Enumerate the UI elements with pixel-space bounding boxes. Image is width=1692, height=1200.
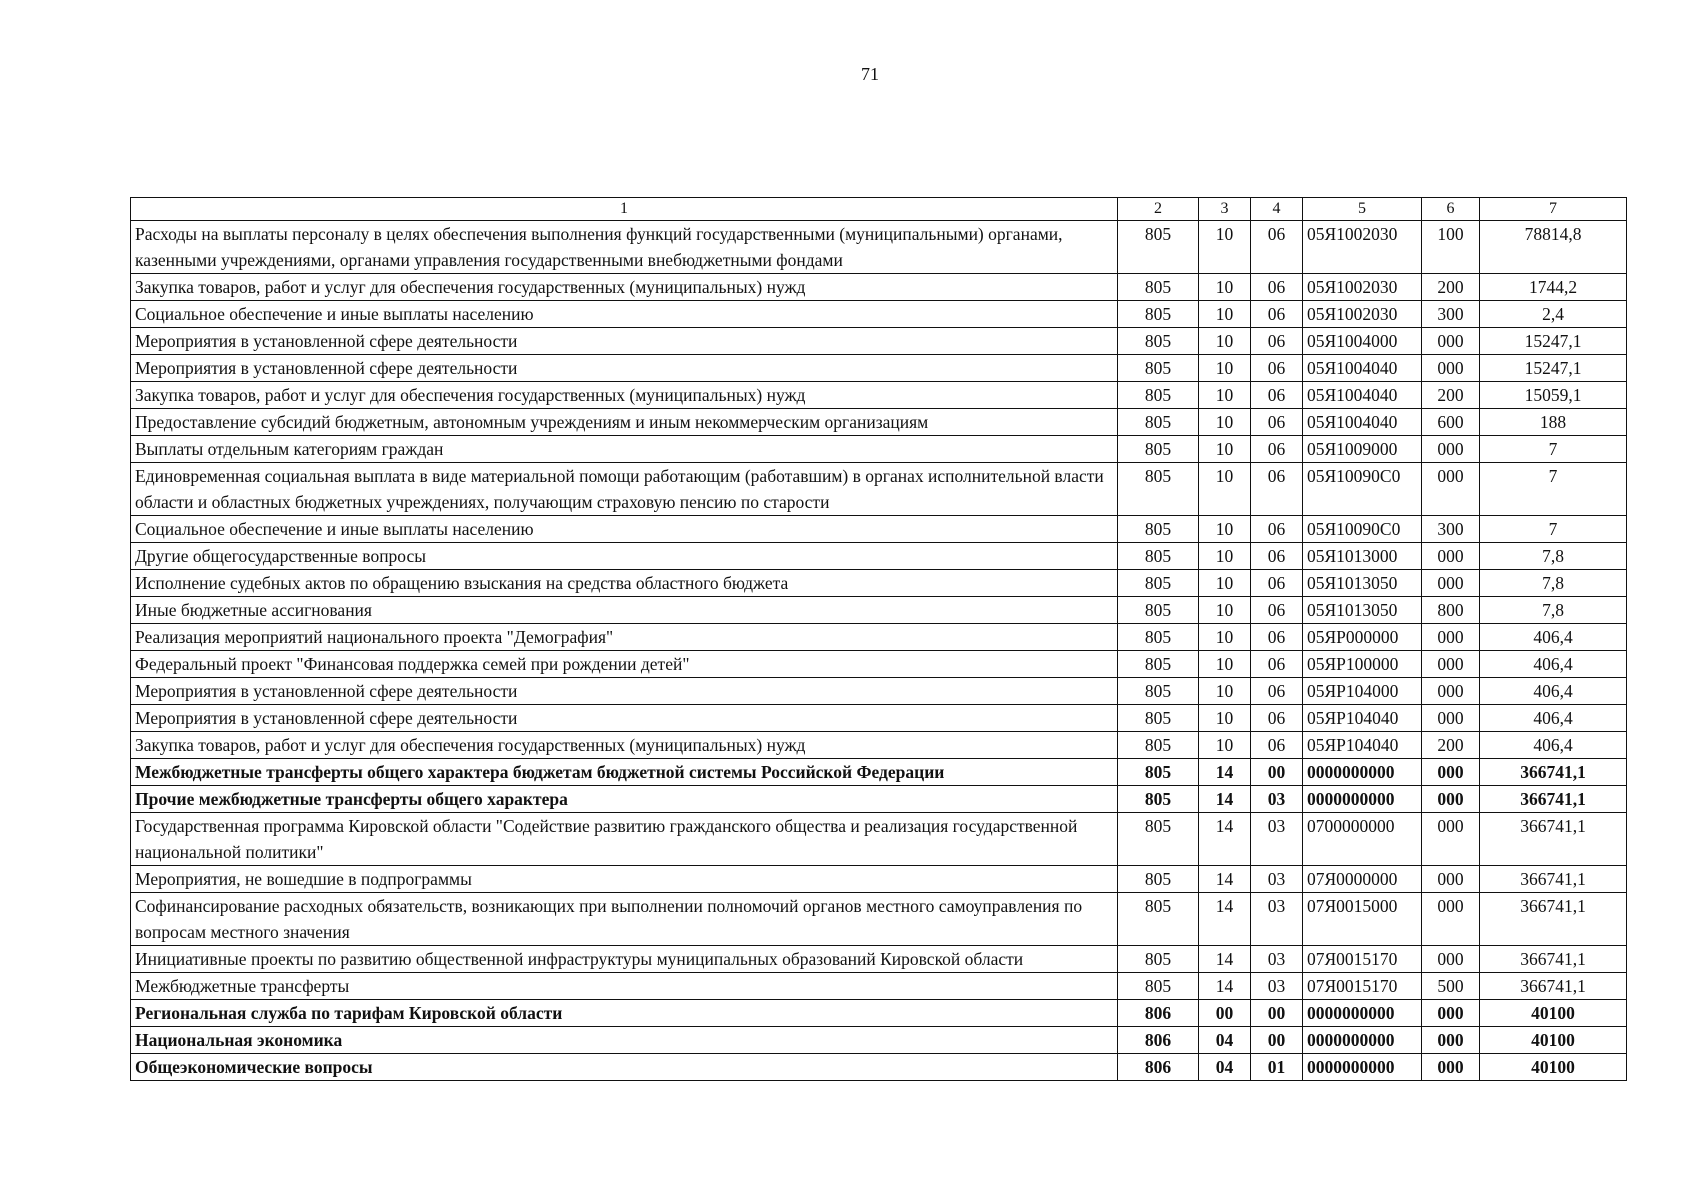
- target-article-cell: 05Я1013050: [1303, 570, 1422, 597]
- row-name-cell: Государственная программа Кировской области "Содействие развитию гражданского общества и реализация государственной национальной политики": [131, 813, 1118, 866]
- table-row: [131, 705, 1627, 732]
- ministry-code-cell: 805: [1118, 436, 1199, 463]
- column-header: 7: [1480, 198, 1627, 221]
- ministry-code-cell: 805: [1118, 732, 1199, 759]
- ministry-code-cell: 805: [1118, 274, 1199, 301]
- section-code-cell: 10: [1199, 543, 1251, 570]
- table-row: [131, 463, 1627, 516]
- subsection-code-cell: 00: [1251, 1027, 1303, 1054]
- section-code-cell: 10: [1199, 705, 1251, 732]
- expense-type-cell: 000: [1422, 786, 1480, 813]
- target-article-cell: 05Я1002030: [1303, 301, 1422, 328]
- target-article-cell: 05Я1004040: [1303, 355, 1422, 382]
- table-row: [131, 409, 1627, 436]
- row-name-cell: Прочие межбюджетные трансферты общего характера: [131, 786, 1118, 813]
- section-code-cell: 10: [1199, 516, 1251, 543]
- target-article-cell: 0000000000: [1303, 1000, 1422, 1027]
- column-header: 6: [1422, 198, 1480, 221]
- ministry-code-cell: 805: [1118, 786, 1199, 813]
- row-name-cell: Закупка товаров, работ и услуг для обеспечения государственных (муниципальных) нужд: [131, 382, 1118, 409]
- expense-type-cell: 000: [1422, 355, 1480, 382]
- row-name-cell: Другие общегосударственные вопросы: [131, 543, 1118, 570]
- expense-type-cell: 000: [1422, 651, 1480, 678]
- subsection-code-cell: 06: [1251, 301, 1303, 328]
- target-article-cell: 05Я1002030: [1303, 274, 1422, 301]
- amount-cell: 7: [1480, 463, 1627, 516]
- amount-cell: 406,4: [1480, 732, 1627, 759]
- column-header: 2: [1118, 198, 1199, 221]
- ministry-code-cell: 805: [1118, 705, 1199, 732]
- expense-type-cell: 000: [1422, 543, 1480, 570]
- expense-type-cell: 000: [1422, 1027, 1480, 1054]
- subsection-code-cell: 00: [1251, 1000, 1303, 1027]
- column-header: 5: [1303, 198, 1422, 221]
- ministry-code-cell: 805: [1118, 813, 1199, 866]
- subsection-code-cell: 03: [1251, 893, 1303, 946]
- expense-type-cell: 000: [1422, 1054, 1480, 1081]
- table-row: [131, 1000, 1627, 1027]
- amount-cell: 366741,1: [1480, 786, 1627, 813]
- subsection-code-cell: 06: [1251, 678, 1303, 705]
- subsection-code-cell: 01: [1251, 1054, 1303, 1081]
- target-article-cell: 05Я1013050: [1303, 597, 1422, 624]
- ministry-code-cell: 805: [1118, 382, 1199, 409]
- section-code-cell: 10: [1199, 463, 1251, 516]
- section-code-cell: 10: [1199, 436, 1251, 463]
- ministry-code-cell: 805: [1118, 651, 1199, 678]
- amount-cell: 7,8: [1480, 597, 1627, 624]
- row-name-cell: Региональная служба по тарифам Кировской области: [131, 1000, 1118, 1027]
- budget-table: [130, 197, 1627, 1081]
- expense-type-cell: 000: [1422, 436, 1480, 463]
- subsection-code-cell: 03: [1251, 866, 1303, 893]
- subsection-code-cell: 06: [1251, 543, 1303, 570]
- subsection-code-cell: 03: [1251, 946, 1303, 973]
- table-row: [131, 786, 1627, 813]
- amount-cell: 406,4: [1480, 678, 1627, 705]
- target-article-cell: 05Я10090С0: [1303, 463, 1422, 516]
- table-row: [131, 355, 1627, 382]
- section-code-cell: 14: [1199, 973, 1251, 1000]
- target-article-cell: 07Я0000000: [1303, 866, 1422, 893]
- row-name-cell: Исполнение судебных актов по обращению взыскания на средства областного бюджета: [131, 570, 1118, 597]
- table-row: [131, 328, 1627, 355]
- expense-type-cell: 000: [1422, 946, 1480, 973]
- section-code-cell: 10: [1199, 651, 1251, 678]
- section-code-cell: 10: [1199, 597, 1251, 624]
- row-name-cell: Выплаты отдельным категориям граждан: [131, 436, 1118, 463]
- target-article-cell: 07Я0015170: [1303, 973, 1422, 1000]
- amount-cell: 78814,8: [1480, 221, 1627, 274]
- expense-type-cell: 000: [1422, 893, 1480, 946]
- amount-cell: 406,4: [1480, 705, 1627, 732]
- ministry-code-cell: 805: [1118, 543, 1199, 570]
- section-code-cell: 00: [1199, 1000, 1251, 1027]
- target-article-cell: 0000000000: [1303, 759, 1422, 786]
- section-code-cell: 10: [1199, 301, 1251, 328]
- subsection-code-cell: 03: [1251, 813, 1303, 866]
- ministry-code-cell: 805: [1118, 946, 1199, 973]
- column-header: 3: [1199, 198, 1251, 221]
- table-row: [131, 436, 1627, 463]
- target-article-cell: 0000000000: [1303, 1054, 1422, 1081]
- section-code-cell: 14: [1199, 893, 1251, 946]
- ministry-code-cell: 805: [1118, 409, 1199, 436]
- table-row: [131, 221, 1627, 274]
- ministry-code-cell: 805: [1118, 355, 1199, 382]
- section-code-cell: 14: [1199, 866, 1251, 893]
- table-row: [131, 543, 1627, 570]
- target-article-cell: 05Я1002030: [1303, 221, 1422, 274]
- subsection-code-cell: 06: [1251, 221, 1303, 274]
- row-name-cell: Социальное обеспечение и иные выплаты населению: [131, 301, 1118, 328]
- expense-type-cell: 000: [1422, 624, 1480, 651]
- amount-cell: 366741,1: [1480, 893, 1627, 946]
- table-row: [131, 973, 1627, 1000]
- target-article-cell: 05Я1013000: [1303, 543, 1422, 570]
- row-name-cell: Мероприятия, не вошедшие в подпрограммы: [131, 866, 1118, 893]
- subsection-code-cell: 06: [1251, 328, 1303, 355]
- subsection-code-cell: 03: [1251, 786, 1303, 813]
- ministry-code-cell: 805: [1118, 301, 1199, 328]
- target-article-cell: 05Я1009000: [1303, 436, 1422, 463]
- amount-cell: 7,8: [1480, 570, 1627, 597]
- target-article-cell: 05Я1004040: [1303, 409, 1422, 436]
- table-body: [131, 221, 1627, 1081]
- row-name-cell: Федеральный проект "Финансовая поддержка семей при рождении детей": [131, 651, 1118, 678]
- amount-cell: 366741,1: [1480, 813, 1627, 866]
- expense-type-cell: 500: [1422, 973, 1480, 1000]
- amount-cell: 40100: [1480, 1000, 1627, 1027]
- table-row: [131, 946, 1627, 973]
- row-name-cell: Мероприятия в установленной сфере деятельности: [131, 705, 1118, 732]
- ministry-code-cell: 805: [1118, 221, 1199, 274]
- amount-cell: 15247,1: [1480, 355, 1627, 382]
- target-article-cell: 0000000000: [1303, 1027, 1422, 1054]
- table-row: [131, 866, 1627, 893]
- ministry-code-cell: 805: [1118, 516, 1199, 543]
- amount-cell: 40100: [1480, 1027, 1627, 1054]
- ministry-code-cell: 805: [1118, 597, 1199, 624]
- section-code-cell: 10: [1199, 355, 1251, 382]
- target-article-cell: 05ЯР000000: [1303, 624, 1422, 651]
- subsection-code-cell: 06: [1251, 705, 1303, 732]
- ministry-code-cell: 805: [1118, 328, 1199, 355]
- target-article-cell: 0000000000: [1303, 786, 1422, 813]
- amount-cell: 366741,1: [1480, 946, 1627, 973]
- section-code-cell: 14: [1199, 786, 1251, 813]
- ministry-code-cell: 805: [1118, 866, 1199, 893]
- table-row: [131, 759, 1627, 786]
- row-name-cell: Межбюджетные трансферты общего характера бюджетам бюджетной системы Российской Федерации: [131, 759, 1118, 786]
- ministry-code-cell: 805: [1118, 893, 1199, 946]
- expense-type-cell: 600: [1422, 409, 1480, 436]
- section-code-cell: 04: [1199, 1054, 1251, 1081]
- ministry-code-cell: 806: [1118, 1054, 1199, 1081]
- amount-cell: 7,8: [1480, 543, 1627, 570]
- row-name-cell: Расходы на выплаты персоналу в целях обеспечения выполнения функций государственными (муниципальными) органами, казенными учреждениями, органами управления государственными внебюджетными фондами: [131, 221, 1118, 274]
- amount-cell: 188: [1480, 409, 1627, 436]
- subsection-code-cell: 00: [1251, 759, 1303, 786]
- row-name-cell: Мероприятия в установленной сфере деятельности: [131, 355, 1118, 382]
- ministry-code-cell: 806: [1118, 1000, 1199, 1027]
- section-code-cell: 14: [1199, 946, 1251, 973]
- row-name-cell: Общеэкономические вопросы: [131, 1054, 1118, 1081]
- table-row: [131, 382, 1627, 409]
- column-header: 4: [1251, 198, 1303, 221]
- row-name-cell: Закупка товаров, работ и услуг для обеспечения государственных (муниципальных) нужд: [131, 274, 1118, 301]
- expense-type-cell: 300: [1422, 301, 1480, 328]
- ministry-code-cell: 805: [1118, 463, 1199, 516]
- target-article-cell: 0700000000: [1303, 813, 1422, 866]
- row-name-cell: Реализация мероприятий национального проекта "Демография": [131, 624, 1118, 651]
- amount-cell: 1744,2: [1480, 274, 1627, 301]
- amount-cell: 366741,1: [1480, 759, 1627, 786]
- expense-type-cell: 000: [1422, 813, 1480, 866]
- page-number: 71: [861, 64, 879, 84]
- target-article-cell: 05Я1004040: [1303, 382, 1422, 409]
- header-row: [131, 198, 1627, 221]
- section-code-cell: 10: [1199, 409, 1251, 436]
- section-code-cell: 10: [1199, 732, 1251, 759]
- ministry-code-cell: 805: [1118, 570, 1199, 597]
- amount-cell: 15247,1: [1480, 328, 1627, 355]
- subsection-code-cell: 03: [1251, 973, 1303, 1000]
- expense-type-cell: 100: [1422, 221, 1480, 274]
- table-row: [131, 813, 1627, 866]
- subsection-code-cell: 06: [1251, 463, 1303, 516]
- subsection-code-cell: 06: [1251, 597, 1303, 624]
- table-row: [131, 678, 1627, 705]
- target-article-cell: 07Я0015170: [1303, 946, 1422, 973]
- subsection-code-cell: 06: [1251, 651, 1303, 678]
- target-article-cell: 05ЯР104040: [1303, 732, 1422, 759]
- expense-type-cell: 300: [1422, 516, 1480, 543]
- amount-cell: 40100: [1480, 1054, 1627, 1081]
- ministry-code-cell: 805: [1118, 678, 1199, 705]
- target-article-cell: 05Я10090С0: [1303, 516, 1422, 543]
- column-header: 1: [131, 198, 1118, 221]
- amount-cell: 7: [1480, 516, 1627, 543]
- subsection-code-cell: 06: [1251, 409, 1303, 436]
- subsection-code-cell: 06: [1251, 570, 1303, 597]
- expense-type-cell: 200: [1422, 732, 1480, 759]
- table-row: [131, 570, 1627, 597]
- section-code-cell: 04: [1199, 1027, 1251, 1054]
- row-name-cell: Иные бюджетные ассигнования: [131, 597, 1118, 624]
- row-name-cell: Социальное обеспечение и иные выплаты населению: [131, 516, 1118, 543]
- table-row: [131, 732, 1627, 759]
- section-code-cell: 10: [1199, 570, 1251, 597]
- subsection-code-cell: 06: [1251, 732, 1303, 759]
- expense-type-cell: 000: [1422, 463, 1480, 516]
- ministry-code-cell: 805: [1118, 759, 1199, 786]
- subsection-code-cell: 06: [1251, 382, 1303, 409]
- expense-type-cell: 000: [1422, 570, 1480, 597]
- ministry-code-cell: 806: [1118, 1027, 1199, 1054]
- section-code-cell: 10: [1199, 221, 1251, 274]
- amount-cell: 15059,1: [1480, 382, 1627, 409]
- expense-type-cell: 000: [1422, 678, 1480, 705]
- table-row: [131, 597, 1627, 624]
- row-name-cell: Софинансирование расходных обязательств, возникающих при выполнении полномочий органов местного самоуправления по вопросам местного значения: [131, 893, 1118, 946]
- expense-type-cell: 000: [1422, 1000, 1480, 1027]
- expense-type-cell: 000: [1422, 328, 1480, 355]
- row-name-cell: Инициативные проекты по развитию общественной инфраструктуры муниципальных образований Кировской области: [131, 946, 1118, 973]
- amount-cell: 406,4: [1480, 624, 1627, 651]
- row-name-cell: Мероприятия в установленной сфере деятельности: [131, 678, 1118, 705]
- row-name-cell: Единовременная социальная выплата в виде материальной помощи работающим (работавшим) в органах исполнительной власти области и областных бюджетных учреждениях, получающим страховую пенсию по старости: [131, 463, 1118, 516]
- subsection-code-cell: 06: [1251, 516, 1303, 543]
- section-code-cell: 10: [1199, 274, 1251, 301]
- table-row: [131, 893, 1627, 946]
- section-code-cell: 10: [1199, 328, 1251, 355]
- table-row: [131, 624, 1627, 651]
- ministry-code-cell: 805: [1118, 973, 1199, 1000]
- section-code-cell: 14: [1199, 759, 1251, 786]
- amount-cell: 366741,1: [1480, 866, 1627, 893]
- subsection-code-cell: 06: [1251, 274, 1303, 301]
- ministry-code-cell: 805: [1118, 624, 1199, 651]
- table-row: [131, 1027, 1627, 1054]
- section-code-cell: 10: [1199, 382, 1251, 409]
- subsection-code-cell: 06: [1251, 355, 1303, 382]
- subsection-code-cell: 06: [1251, 624, 1303, 651]
- table-row: [131, 516, 1627, 543]
- row-name-cell: Национальная экономика: [131, 1027, 1118, 1054]
- table-row: [131, 274, 1627, 301]
- amount-cell: 2,4: [1480, 301, 1627, 328]
- target-article-cell: 05ЯР104000: [1303, 678, 1422, 705]
- row-name-cell: Закупка товаров, работ и услуг для обеспечения государственных (муниципальных) нужд: [131, 732, 1118, 759]
- table-row: [131, 1054, 1627, 1081]
- row-name-cell: Межбюджетные трансферты: [131, 973, 1118, 1000]
- expense-type-cell: 000: [1422, 759, 1480, 786]
- table-row: [131, 651, 1627, 678]
- expense-type-cell: 800: [1422, 597, 1480, 624]
- subsection-code-cell: 06: [1251, 436, 1303, 463]
- amount-cell: 406,4: [1480, 651, 1627, 678]
- target-article-cell: 05ЯР100000: [1303, 651, 1422, 678]
- amount-cell: 366741,1: [1480, 973, 1627, 1000]
- amount-cell: 7: [1480, 436, 1627, 463]
- table-row: [131, 301, 1627, 328]
- expense-type-cell: 200: [1422, 382, 1480, 409]
- section-code-cell: 10: [1199, 624, 1251, 651]
- target-article-cell: 07Я0015000: [1303, 893, 1422, 946]
- section-code-cell: 10: [1199, 678, 1251, 705]
- target-article-cell: 05ЯР104040: [1303, 705, 1422, 732]
- expense-type-cell: 200: [1422, 274, 1480, 301]
- target-article-cell: 05Я1004000: [1303, 328, 1422, 355]
- expense-type-cell: 000: [1422, 866, 1480, 893]
- row-name-cell: Предоставление субсидий бюджетным, автономным учреждениям и иным некоммерческим организациям: [131, 409, 1118, 436]
- row-name-cell: Мероприятия в установленной сфере деятельности: [131, 328, 1118, 355]
- section-code-cell: 14: [1199, 813, 1251, 866]
- expense-type-cell: 000: [1422, 705, 1480, 732]
